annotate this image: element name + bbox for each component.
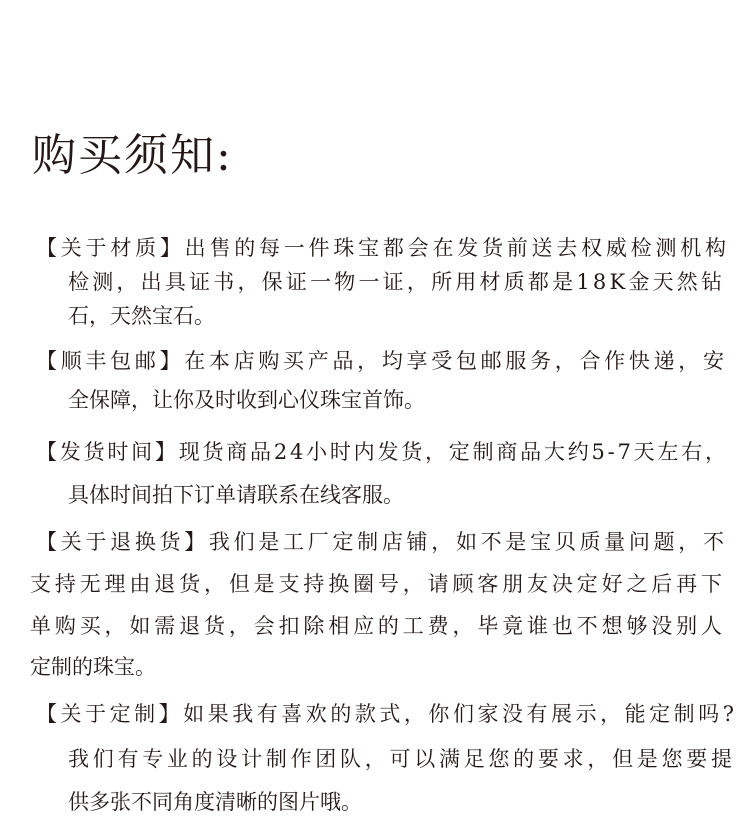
section-custom-line-1: 【关于定制】如果我有喜欢的款式，你们家没有展示，能定制吗? <box>36 702 738 726</box>
section-returns-line-4: 定制的珠宝。 <box>30 655 156 679</box>
section-material-line-1: 【关于材质】出售的每一件珠宝都会在发货前送去权威检测机构 <box>36 236 730 260</box>
section-returns-line-3: 单购买，如需退货，会扣除相应的工费，毕竟谁也不想够没别人 <box>30 614 726 638</box>
section-material-line-3: 石，天然宝石。 <box>68 304 215 328</box>
section-returns-line-1: 【关于退换货】我们是工厂定制店铺，如不是宝贝质量问题，不 <box>36 530 728 554</box>
section-shipping-line-2: 全保障，让你及时收到心仪珠宝首饰。 <box>68 388 425 412</box>
section-shipping-line-1: 【顺丰包邮】在本店购买产品，均享受包邮服务，合作快递，安 <box>36 349 728 373</box>
section-material-line-2: 检测，出具证书，保证一物一证，所用材质都是18K金天然钻 <box>68 270 726 294</box>
section-custom-line-2: 我们有专业的设计制作团队，可以满足您的要求，但是您要提 <box>68 747 736 771</box>
section-returns-line-2: 支持无理由退货，但是支持换圈号，请顾客朋友决定好之后再下 <box>30 572 726 596</box>
section-delivery-line-2: 具体时间拍下订单请联系在线客服。 <box>68 483 404 507</box>
page-title: 购买须知: <box>32 130 233 181</box>
section-delivery-line-1: 【发货时间】现货商品24小时内发货，定制商品大约5-7天左右， <box>36 440 729 464</box>
section-custom-line-3: 供多张不同角度清晰的图片哦。 <box>68 790 362 814</box>
